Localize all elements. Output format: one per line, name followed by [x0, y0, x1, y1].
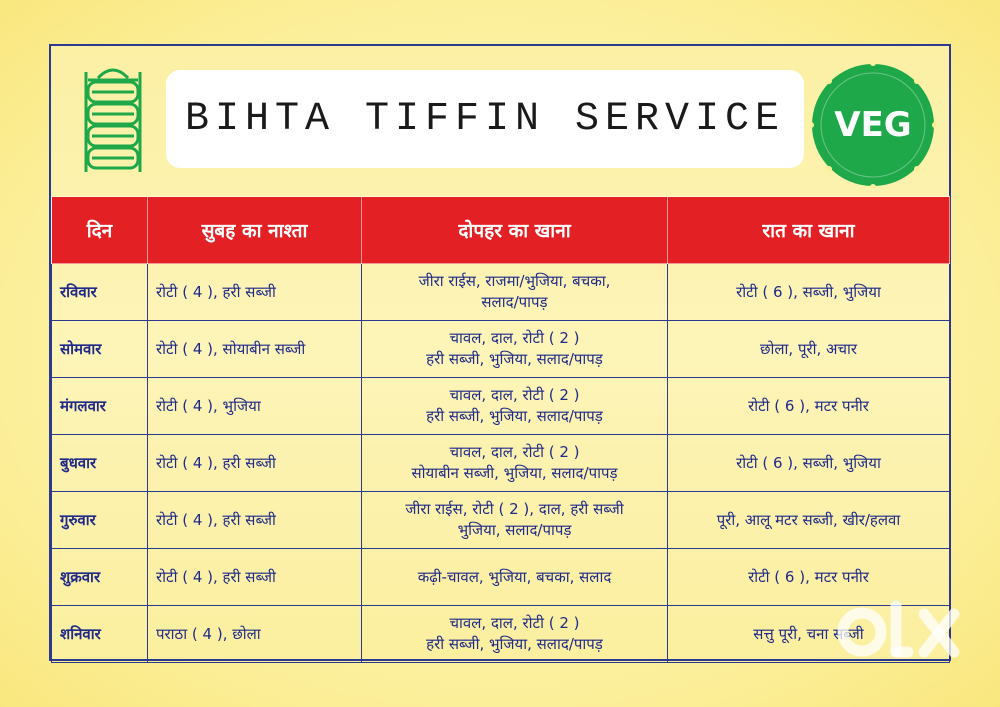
lunch-cell: [362, 492, 668, 549]
column-header-lunch: दोपहर का खाना: [362, 197, 668, 264]
lunch-line: चावल, दाल, रोटी ( 2 ): [449, 329, 580, 347]
breakfast-cell: रोटी ( 4 ), भुजिया: [148, 378, 362, 435]
lunch-cell: [362, 378, 668, 435]
table-row: [52, 321, 950, 378]
dinner-cell: रोटी ( 6 ), मटर पनीर: [668, 549, 950, 606]
lunch-line: सलाद/पापड़: [481, 293, 548, 311]
lunch-cell: [362, 321, 668, 378]
dinner-cell: छोला, पूरी, अचार: [668, 321, 950, 378]
lunch-line: हरी सब्जी, भुजिया, सलाद/पापड़: [426, 407, 603, 425]
table-row: [52, 435, 950, 492]
lunch-line: चावल, दाल, रोटी ( 2 ): [449, 386, 580, 404]
day-cell: सोमवार: [52, 321, 148, 378]
day-cell: मंगलवार: [52, 378, 148, 435]
lunch-cell: [362, 264, 668, 321]
breakfast-cell: रोटी ( 4 ), हरी सब्जी: [148, 492, 362, 549]
table-row: [52, 492, 950, 549]
day-cell: शनिवार: [52, 606, 148, 663]
lunch-cell: [362, 549, 668, 606]
table-header-row: [52, 197, 950, 264]
table-row: [52, 264, 950, 321]
dinner-cell: सत्तु पूरी, चना सब्जी: [668, 606, 950, 663]
lunch-line: सोयाबीन सब्जी, भुजिया, सलाद/पापड़: [411, 464, 618, 482]
menu-table: [51, 196, 950, 663]
lunch-line: चावल, दाल, रोटी ( 2 ): [449, 443, 580, 461]
dinner-cell: रोटी ( 6 ), सब्जी, भुजिया: [668, 264, 950, 321]
lunch-line: भुजिया, सलाद/पापड़: [457, 521, 572, 539]
title-banner: [166, 70, 804, 168]
breakfast-cell: रोटी ( 4 ), सोयाबीन सब्जी: [148, 321, 362, 378]
tiffin-box-icon: [78, 60, 148, 180]
dinner-cell: रोटी ( 6 ), मटर पनीर: [668, 378, 950, 435]
olx-watermark-icon: [836, 596, 966, 666]
lunch-line: जीरा राईस, रोटी ( 2 ), दाल, हरी सब्जी: [405, 500, 624, 518]
breakfast-cell: पराठा ( 4 ), छोला: [148, 606, 362, 663]
lunch-line: कढ़ी-चावल, भुजिया, बचका, सलाद: [417, 567, 612, 586]
lunch-line: जीरा राईस, राजमा/भुजिया, बचका,: [418, 272, 611, 290]
column-header-day: दिन: [52, 197, 148, 264]
day-cell: गुरुवार: [52, 492, 148, 549]
lunch-line: हरी सब्जी, भुजिया, सलाद/पापड़: [426, 635, 603, 653]
breakfast-cell: रोटी ( 4 ), हरी सब्जी: [148, 264, 362, 321]
lunch-line: हरी सब्जी, भुजिया, सलाद/पापड़: [426, 350, 603, 368]
column-header-dinner: रात का खाना: [668, 197, 950, 264]
breakfast-cell: रोटी ( 4 ), हरी सब्जी: [148, 435, 362, 492]
lunch-cell: [362, 606, 668, 663]
day-cell: शुक्रवार: [52, 549, 148, 606]
page-title: BIHTA TIFFIN SERVICE: [184, 96, 786, 142]
table-row: [52, 378, 950, 435]
day-cell: रविवार: [52, 264, 148, 321]
lunch-line: चावल, दाल, रोटी ( 2 ): [449, 614, 580, 632]
dinner-cell: पूरी, आलू मटर सब्जी, खीर/हलवा: [668, 492, 950, 549]
table-row: [52, 549, 950, 606]
column-header-breakfast: सुबह का नाश्ता: [148, 197, 362, 264]
day-cell: बुधवार: [52, 435, 148, 492]
breakfast-cell: रोटी ( 4 ), हरी सब्जी: [148, 549, 362, 606]
veg-badge: VEG: [834, 105, 912, 145]
dinner-cell: रोटी ( 6 ), सब्जी, भुजिया: [668, 435, 950, 492]
lunch-cell: [362, 435, 668, 492]
table-row: [52, 606, 950, 663]
